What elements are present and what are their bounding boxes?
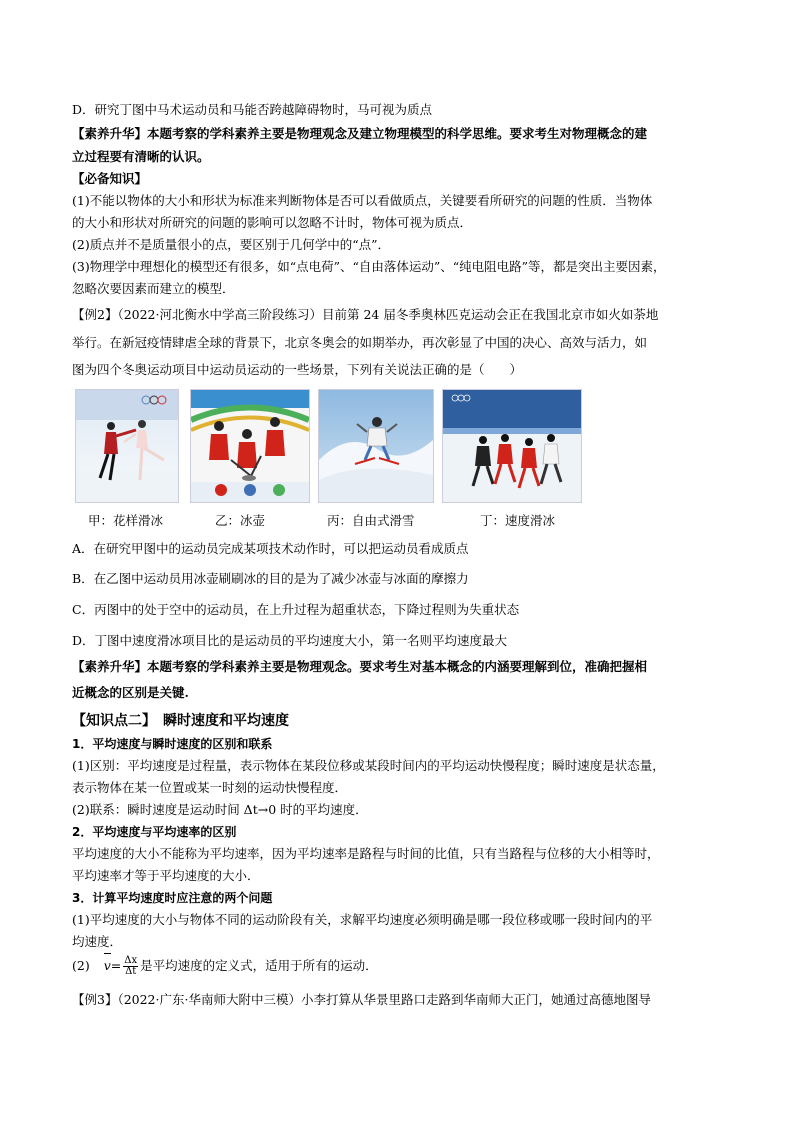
knowledge-section-heading: 【知识点二】 瞬时速度和平均速度 (72, 713, 289, 729)
literacy-note-2-cont: 近概念的区别是关键. (72, 685, 189, 700)
caption-speed-skating: 丁：速度滑冰 (480, 513, 556, 528)
note-1-cont: 均速度． (72, 934, 123, 949)
knowledge-point-1-cont: 的大小和形状对所研究的问题的影响可以忽略不计时，物体可视为质点． (72, 215, 473, 230)
fraction-numerator: Δx (124, 955, 138, 966)
option-d-prev-question: D．研究丁图中马术运动员和马能否跨越障碍物时，马可视为质点 (72, 102, 433, 117)
freestyle-skiing-photo (318, 389, 434, 503)
subheading-1: 1．平均速度与瞬时速度的区别和联系 (72, 737, 273, 751)
literacy-note-2: 【素养升华】本题考察的学科素养主要是物理观念。要求考生对基本概念的内涵要理解到位，准确把握相 (72, 659, 648, 674)
formula-description: 是平均速度的定义式，适用于所有的运动． (140, 958, 378, 973)
equals-sign: = (110, 958, 122, 973)
note-1: (1)平均速度的大小与物体不同的运动阶段有关，求解平均速度必须明确是哪一段位移或哪一段时间内的平 (72, 912, 653, 927)
example-3-stem: 【例3】（2022·广东·华南师大附中三模）小李打算从华景里路口走路到华南师大正门，她通过高德地图导 (72, 992, 651, 1007)
caption-freestyle-skiing: 丙：自由式滑雪 (327, 513, 415, 528)
fraction-denominator: Δt (125, 966, 137, 977)
literacy-note-1: 【素养升华】本题考察的学科素养主要是物理观念及建立物理模型的科学思维。要求考生对物理概念的建 (72, 126, 648, 141)
knowledge-point-2: (2)质点并不是质量很小的点，要区别于几何学中的“点”． (72, 237, 390, 252)
option-c: C．丙图中的处于空中的运动员，在上升过程为超重状态，下降过程则为失重状态 (72, 602, 520, 617)
knowledge-point-3: (3)物理学中理想化的模型还有很多，如“点电荷”、“自由落体运动”、“纯电阻电路”等，都是突出主要因素， (72, 259, 666, 274)
subheading-2: 2．平均速度与平均速率的区别 (72, 825, 237, 839)
speed-skating-photo (442, 389, 582, 503)
option-d: D．丁图中速度滑冰项目比的是运动员的平均速度大小，第一名则平均速度最大 (72, 633, 508, 648)
speed-vs-rate-text: 平均速度的大小不能称为平均速率，因为平均速率是路程与时间的比值，只有当路程与位移的大小相等时， (72, 846, 660, 861)
connection-text: (2)联系：瞬时速度是运动时间 Δt→0 时的平均速度． (72, 802, 368, 817)
difference-text: (1)区别：平均速度是过程量，表示物体在某段位移或某段时间内的平均运动快慢程度；瞬时速度是状态量， (72, 758, 665, 773)
difference-text-cont: 表示物体在某一位置或某一时刻的运动快慢程度． (72, 780, 348, 795)
curling-photo (190, 389, 310, 503)
knowledge-point-1: (1)不能以物体的大小和形状为标准来判断物体是否可以看做质点，关键要看所研究的问题的性质．当物体 (72, 193, 653, 208)
delta-x-over-delta-t (123, 956, 138, 977)
essential-knowledge-heading: 【必备知识】 (72, 171, 148, 186)
option-a: A．在研究甲图中的运动员完成某项技术动作时，可以把运动员看成质点 (72, 541, 469, 556)
knowledge-point-3-cont: 忽略次要因素而建立的模型． (72, 281, 235, 296)
example-2-stem-2: 举行。在新冠疫情肆虐全球的背景下，北京冬奥会的如期举办，再次彰显了中国的决心、高效与活力，如 (72, 335, 648, 350)
caption-curling: 乙：冰壶 (215, 513, 266, 528)
example-2-stem-3: 图为四个冬奥运动项目中运动员运动的一些场景，下列有关说法正确的是（ ） (72, 362, 523, 377)
formula-line (72, 954, 378, 978)
figure-skating-photo (75, 389, 179, 503)
average-velocity-symbol: v (104, 954, 111, 978)
option-b: B．在乙图中运动员用冰壶刷刷冰的目的是为了减少冰壶与冰面的摩擦力 (72, 571, 469, 586)
caption-figure-skating: 甲：花样滑冰 (88, 513, 164, 528)
literacy-note-1-cont: 立过程要有清晰的认识。 (72, 149, 210, 164)
subheading-3: 3．计算平均速度时应注意的两个问题 (72, 891, 273, 905)
example-2-stem: 【例2】（2022·河北衡水中学高三阶段练习）目前第 24 届冬季奥林匹克运动会正在我国北京市如火如荼地 (72, 307, 659, 322)
speed-vs-rate-text-cont: 平均速率才等于平均速度的大小． (72, 868, 260, 883)
formula-prefix: (2) (72, 958, 90, 973)
